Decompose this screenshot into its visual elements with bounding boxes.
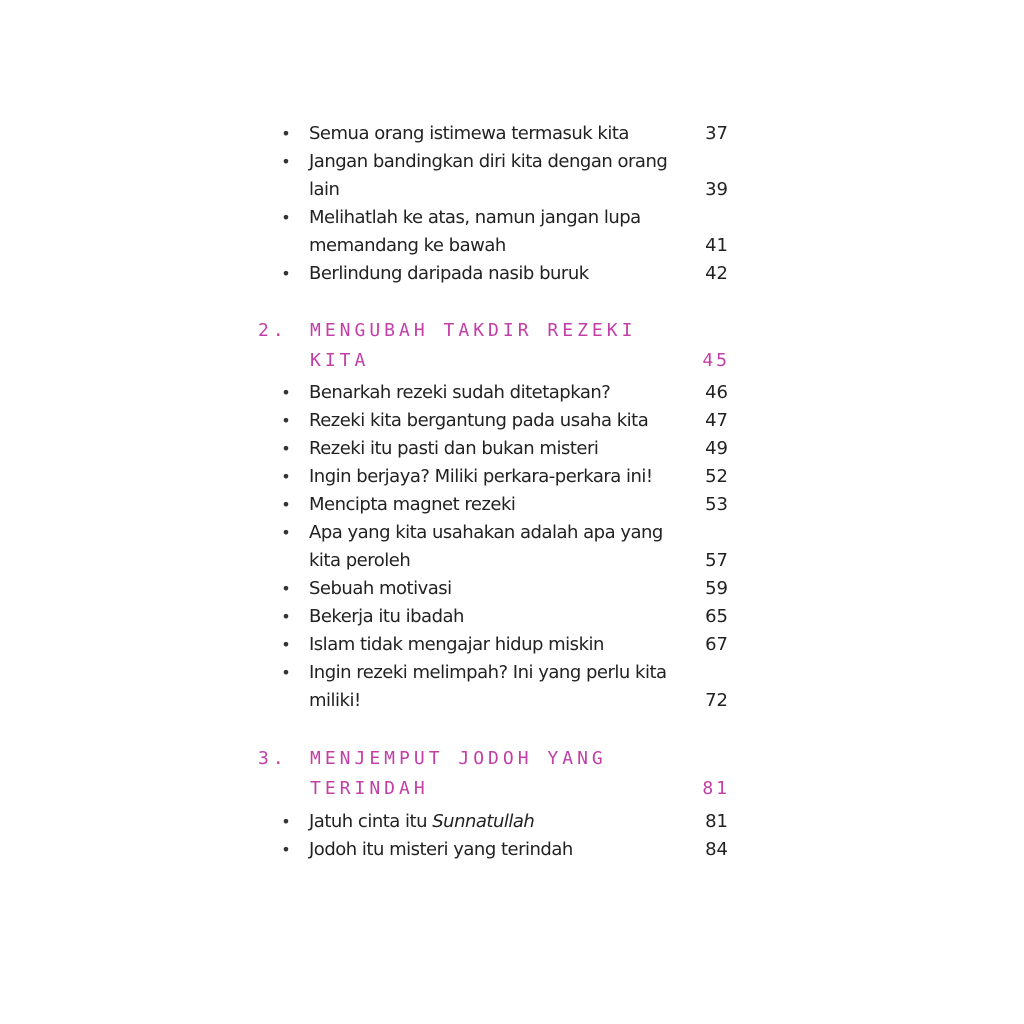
toc-entry-page: 53	[705, 494, 728, 515]
toc-entry	[0, 435, 1024, 463]
toc-entry-title-line2: miliki!	[309, 690, 361, 711]
toc-entry-title: Ingin berjaya? Miliki perkara-perkara ini!	[309, 466, 653, 487]
toc-entry-page: 42	[705, 263, 728, 284]
toc-entry-title-line2: memandang ke bawah	[309, 235, 506, 256]
bullet-icon: •	[281, 467, 291, 486]
toc-entry-page: 65	[705, 606, 728, 627]
toc-entry-title: Berlindung daripada nasib buruk	[309, 263, 589, 284]
toc-entry-page: 59	[705, 578, 728, 599]
toc-entry	[0, 120, 1024, 148]
toc-entry-page: 67	[705, 634, 728, 655]
toc-entry	[0, 519, 1024, 547]
toc-entry-title: Apa yang kita usahakan adalah apa yang	[309, 522, 663, 543]
toc-entry-title: Melihatlah ke atas, namun jangan lupa	[309, 207, 641, 228]
toc-entry-title: Bekerja itu ibadah	[309, 606, 464, 627]
toc-entry	[0, 808, 1024, 836]
toc-entry-title: Jodoh itu misteri yang terindah	[309, 839, 573, 860]
bullet-icon: •	[281, 124, 291, 143]
chapter-heading-continuation	[0, 347, 1024, 375]
chapter-page: 45	[702, 350, 730, 371]
bullet-icon: •	[281, 264, 291, 283]
toc-entry-page: 49	[705, 438, 728, 459]
toc-entry-page: 46	[705, 382, 728, 403]
toc-entry-title: Rezeki itu pasti dan bukan misteri	[309, 438, 599, 459]
bullet-icon: •	[281, 840, 291, 859]
bullet-icon: •	[281, 495, 291, 514]
chapter-heading	[0, 317, 1024, 345]
toc-entry-title-prefix: Jatuh cinta itu	[309, 811, 433, 832]
chapter-heading	[0, 745, 1024, 773]
toc-entry-title-line2: lain	[309, 179, 340, 200]
toc-entry	[0, 836, 1024, 864]
toc-entry-title: Ingin rezeki melimpah? Ini yang perlu kita	[309, 662, 667, 683]
toc-entry-title-line2: kita peroleh	[309, 550, 411, 571]
toc-entry-page: 52	[705, 466, 728, 487]
toc-entry	[0, 204, 1024, 232]
toc-entry-title	[309, 808, 534, 836]
chapter-heading-continuation	[0, 775, 1024, 803]
toc-entry	[0, 407, 1024, 435]
bullet-icon: •	[281, 607, 291, 626]
toc-entry-page: 37	[705, 123, 728, 144]
bullet-icon: •	[281, 208, 291, 227]
toc-entry-continuation	[0, 687, 1024, 715]
toc-entry	[0, 631, 1024, 659]
toc-entry-title-italic: Sunnatullah	[432, 811, 535, 832]
toc-entry-title: Mencipta magnet rezeki	[309, 494, 516, 515]
toc-entry	[0, 463, 1024, 491]
toc-entry	[0, 603, 1024, 631]
toc-entry-title: Semua orang istimewa termasuk kita	[309, 123, 629, 144]
chapter-title: MENGUBAH TAKDIR REZEKI	[310, 320, 637, 341]
toc-entry-page: 84	[705, 839, 728, 860]
toc-entry-title: Islam tidak mengajar hidup miskin	[309, 634, 604, 655]
toc-entry-page: 72	[705, 690, 728, 711]
bullet-icon: •	[281, 579, 291, 598]
bullet-icon: •	[281, 152, 291, 171]
chapter-title-line2: KITA	[310, 350, 370, 371]
chapter-number: 3.	[258, 748, 288, 769]
toc-entry-page: 41	[705, 235, 728, 256]
bullet-icon: •	[281, 523, 291, 542]
toc-entry-title: Benarkah rezeki sudah ditetapkan?	[309, 382, 611, 403]
toc-entry-page: 47	[705, 410, 728, 431]
chapter-number: 2.	[258, 320, 288, 341]
toc-entry-continuation	[0, 176, 1024, 204]
toc-entry	[0, 491, 1024, 519]
toc-entry-continuation	[0, 547, 1024, 575]
toc-entry-page: 39	[705, 179, 728, 200]
toc-entry	[0, 659, 1024, 687]
toc-entry-title: Rezeki kita bergantung pada usaha kita	[309, 410, 649, 431]
bullet-icon: •	[281, 411, 291, 430]
bullet-icon: •	[281, 663, 291, 682]
toc-entry-title: Sebuah motivasi	[309, 578, 452, 599]
bullet-icon: •	[281, 635, 291, 654]
toc-entry-title: Jangan bandingkan diri kita dengan orang	[309, 151, 668, 172]
bullet-icon: •	[281, 383, 291, 402]
toc-entry	[0, 148, 1024, 176]
bullet-icon: •	[281, 439, 291, 458]
toc-entry	[0, 260, 1024, 288]
chapter-title-line2: TERINDAH	[310, 778, 429, 799]
chapter-page: 81	[702, 778, 730, 799]
toc-entry	[0, 575, 1024, 603]
toc-entry-page: 81	[705, 811, 728, 832]
toc-entry-page: 57	[705, 550, 728, 571]
bullet-icon: •	[281, 812, 291, 831]
chapter-title: MENJEMPUT JODOH YANG	[310, 748, 607, 769]
toc-entry-continuation	[0, 232, 1024, 260]
toc-entry	[0, 379, 1024, 407]
